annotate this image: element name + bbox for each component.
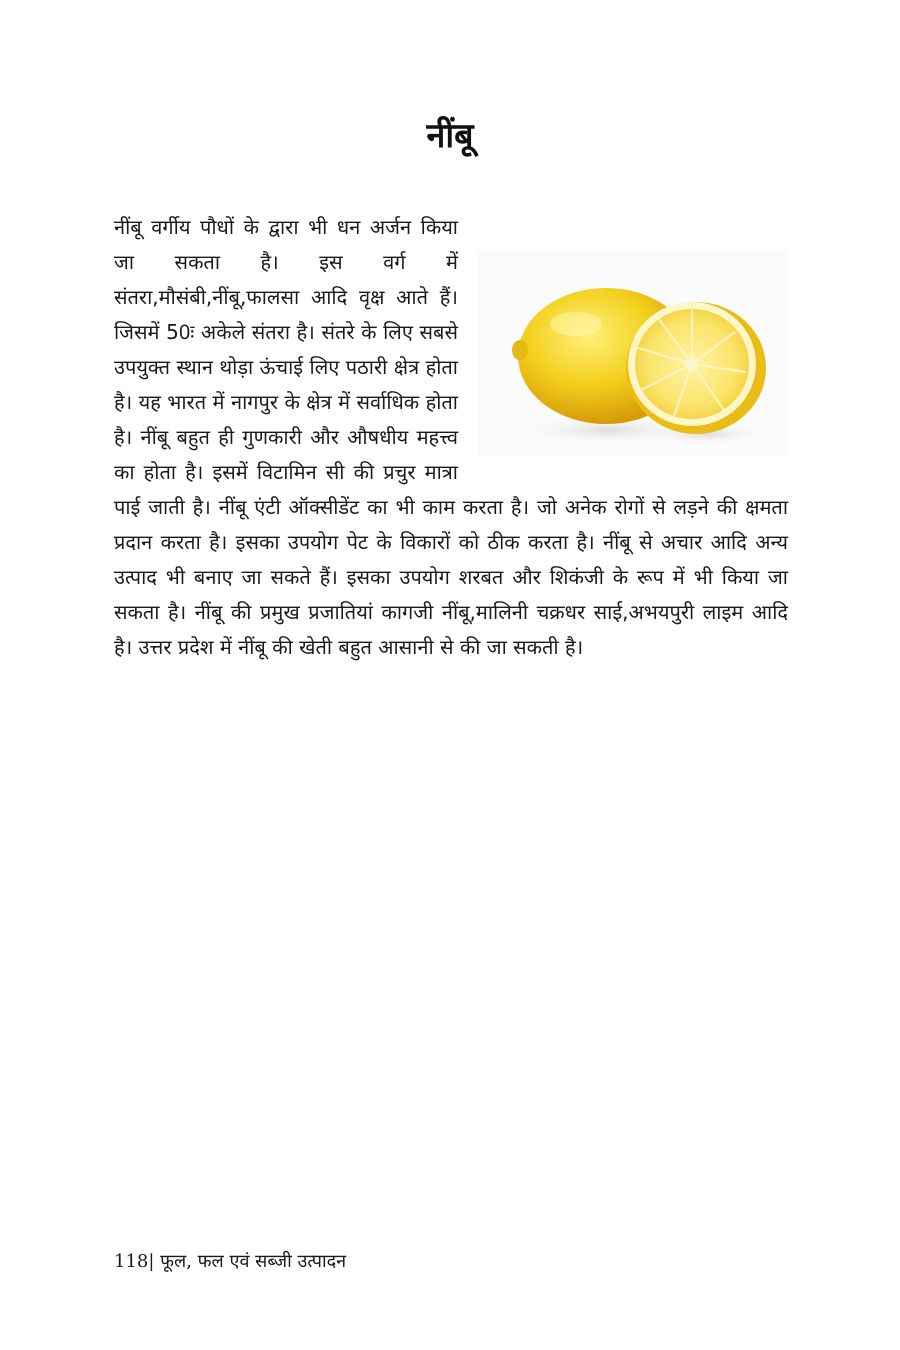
footer-separator: |: [148, 1251, 155, 1272]
page-footer: [114, 1248, 346, 1276]
book-title: फूल, फल एवं सब्जी उत्पादन: [154, 1251, 347, 1272]
page-title: नींबू: [426, 116, 474, 156]
body-paragraph: नींबू वर्गीय पौधों के द्वारा भी धन अर्जन किया जा सकता है। इस वर्ग में संतरा,मौसंबी,नींबू,फालसा आदि वृक्ष आते हैं। जिसमें 50ः अकेले संतरा है। संतरे के लिए सबसे उपयुक्त स्थान थोड़ा ऊंचाई लिए पठारी क्षेत्र होता है। यह भारत में नागपुर के क्षेत्र में सर्वाधिक होता है। नींबू बहुत ही गुणकारी और औषधीय महत्त्व का होता है। इसमें विटामिन सी की प्रचुर मात्रा पाई जाती है। नींबू एंटी ऑक्सीडेंट का भी काम करता है। जो अनेक रोगों से लड़ने की क्षमता प्रदान करता है। इसका उपयोग पेट के विकारों को ठीक करता है। नींबू से अचार आदि अन्य उत्पाद भी बनाए जा सकते हैं। इसका उपयोग शरबत और शिकंजी के रूप में भी किया जा सकता है। नींबू की प्रमुख प्रजातियां कागजी नींबू,मालिनी चक्रधर साई,अभयपुरी लाइम आदि है। उत्तर प्रदेश में नींबू की खेती बहुत आसानी से की जा सकती है।: [114, 215, 788, 659]
lemon-photo-icon: [478, 250, 788, 456]
page-number: 118: [114, 1251, 149, 1272]
lemon-image: [478, 250, 788, 456]
body-text-block: [114, 210, 788, 665]
